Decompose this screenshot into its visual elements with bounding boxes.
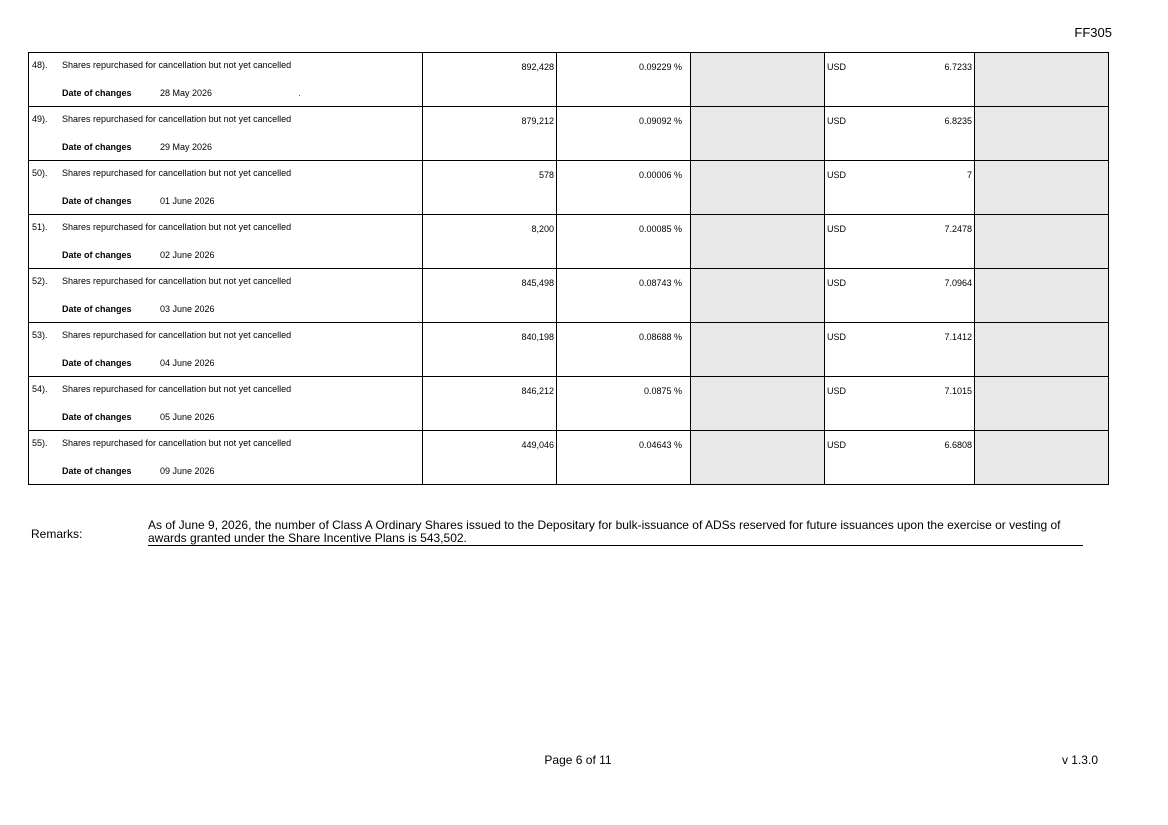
shares-cell xyxy=(423,161,557,215)
date-of-changes-label: Date of changes xyxy=(62,358,132,368)
price-cell xyxy=(825,431,975,485)
description-cell xyxy=(29,53,423,107)
shares-cell xyxy=(423,431,557,485)
price-cell xyxy=(825,53,975,107)
shares-cell xyxy=(423,53,557,107)
table-row xyxy=(29,215,1109,269)
date-of-changes-label: Date of changes xyxy=(62,142,132,152)
shares-value: 578 xyxy=(538,170,554,180)
remarks-text: As of June 9, 2026, the number of Class A Ordinary Shares issued to the Depositary for bulk-issuance of ADSs reserved for future issuances upon the exercise or vesting of awards granted under the Share Incentive Plans is 543,502. xyxy=(148,519,1083,546)
currency-value: USD xyxy=(827,170,847,180)
description-cell xyxy=(29,107,423,161)
percent-cell xyxy=(557,53,691,107)
shaded-cell xyxy=(975,215,1109,269)
percent-cell xyxy=(557,161,691,215)
percent-cell xyxy=(557,323,691,377)
date-of-changes-value: 03 June 2026 xyxy=(160,304,215,314)
table-row xyxy=(29,431,1109,485)
price-cell xyxy=(825,269,975,323)
page-number: Page 6 of 11 xyxy=(544,753,612,767)
row-number: 50). xyxy=(32,168,48,178)
row-description: Shares repurchased for cancellation but not yet cancelled xyxy=(62,384,292,394)
shaded-cell xyxy=(691,269,825,323)
shares-value: 449,046 xyxy=(521,440,554,450)
row-description: Shares repurchased for cancellation but not yet cancelled xyxy=(62,60,292,70)
row-description: Shares repurchased for cancellation but not yet cancelled xyxy=(62,438,292,448)
currency-value: USD xyxy=(827,62,847,72)
date-of-changes-label: Date of changes xyxy=(62,88,132,98)
shares-value: 845,498 xyxy=(521,278,554,288)
description-cell xyxy=(29,269,423,323)
version-label: v 1.3.0 xyxy=(1061,753,1098,767)
shaded-cell xyxy=(691,215,825,269)
row-description: Shares repurchased for cancellation but not yet cancelled xyxy=(62,222,292,232)
currency-value: USD xyxy=(827,278,847,288)
row-description: Shares repurchased for cancellation but not yet cancelled xyxy=(62,276,292,286)
percent-value: 0.09092 % xyxy=(638,116,682,126)
date-of-changes-label: Date of changes xyxy=(62,304,132,314)
price-value: 6.6808 xyxy=(944,440,972,450)
shares-value: 840,198 xyxy=(521,332,554,342)
description-cell xyxy=(29,323,423,377)
currency-value: USD xyxy=(827,224,847,234)
date-of-changes-value: 04 June 2026 xyxy=(160,358,215,368)
table-row xyxy=(29,53,1109,107)
date-of-changes-value: 02 June 2026 xyxy=(160,250,215,260)
date-of-changes-label: Date of changes xyxy=(62,412,132,422)
shares-value: 879,212 xyxy=(521,116,554,126)
description-cell xyxy=(29,431,423,485)
percent-value: 0.08688 % xyxy=(638,332,682,342)
price-value: 7.2478 xyxy=(944,224,972,234)
row-number: 48). xyxy=(32,60,48,70)
table-row xyxy=(29,161,1109,215)
date-of-changes-label: Date of changes xyxy=(62,250,132,260)
shaded-cell xyxy=(691,377,825,431)
price-value: 7.1015 xyxy=(944,386,972,396)
currency-value: USD xyxy=(827,440,847,450)
form-code: FF305 xyxy=(1074,25,1112,40)
shaded-cell xyxy=(975,377,1109,431)
price-cell xyxy=(825,161,975,215)
row-description: Shares repurchased for cancellation but not yet cancelled xyxy=(62,168,292,178)
shares-cell xyxy=(423,107,557,161)
currency-value: USD xyxy=(827,386,847,396)
percent-value: 0.0875 % xyxy=(643,386,682,396)
price-cell xyxy=(825,215,975,269)
shaded-cell xyxy=(975,269,1109,323)
shares-cell xyxy=(423,269,557,323)
date-of-changes-label: Date of changes xyxy=(62,196,132,206)
row-number: 53). xyxy=(32,330,48,340)
date-of-changes-value: 29 May 2026 xyxy=(160,142,213,152)
table-row xyxy=(29,269,1109,323)
percent-value: 0.00085 % xyxy=(638,224,682,234)
price-cell xyxy=(825,107,975,161)
row-number: 55). xyxy=(32,438,48,448)
percent-cell xyxy=(557,377,691,431)
description-cell xyxy=(29,161,423,215)
shares-cell xyxy=(423,377,557,431)
percent-value: 0.04643 % xyxy=(638,440,682,450)
currency-value: USD xyxy=(827,332,847,342)
price-cell xyxy=(825,377,975,431)
shaded-cell xyxy=(975,107,1109,161)
shaded-cell xyxy=(691,323,825,377)
price-value: 7.1412 xyxy=(944,332,972,342)
percent-value: 0.08743 % xyxy=(638,278,682,288)
shaded-cell xyxy=(975,431,1109,485)
percent-cell xyxy=(557,269,691,323)
date-of-changes-value: 28 May 2026 xyxy=(160,88,213,98)
shares-cell xyxy=(423,215,557,269)
price-value: 6.7233 xyxy=(944,62,972,72)
shaded-cell xyxy=(691,53,825,107)
row-number: 51). xyxy=(32,222,48,232)
percent-cell xyxy=(557,107,691,161)
table-row xyxy=(29,323,1109,377)
table-row xyxy=(29,107,1109,161)
table-row xyxy=(29,377,1109,431)
description-cell xyxy=(29,377,423,431)
shares-cell xyxy=(423,323,557,377)
remarks-label: Remarks: xyxy=(31,527,83,541)
percent-cell xyxy=(557,431,691,485)
shaded-cell xyxy=(691,161,825,215)
date-of-changes-value: 09 June 2026 xyxy=(160,466,215,476)
currency-value: USD xyxy=(827,116,847,126)
price-value: 7 xyxy=(966,170,972,180)
shares-value: 846,212 xyxy=(521,386,554,396)
dot-mark xyxy=(299,95,300,96)
percent-cell xyxy=(557,215,691,269)
shaded-cell xyxy=(691,431,825,485)
shaded-cell xyxy=(975,161,1109,215)
date-of-changes-value: 05 June 2026 xyxy=(160,412,215,422)
price-value: 7.0964 xyxy=(944,278,972,288)
row-number: 52). xyxy=(32,276,48,286)
percent-value: 0.09229 % xyxy=(638,62,682,72)
percent-value: 0.00006 % xyxy=(638,170,682,180)
row-description: Shares repurchased for cancellation but not yet cancelled xyxy=(62,330,292,340)
row-number: 54). xyxy=(32,384,48,394)
price-cell xyxy=(825,323,975,377)
row-number: 49). xyxy=(32,114,48,124)
date-of-changes-value: 01 June 2026 xyxy=(160,196,215,206)
row-description: Shares repurchased for cancellation but not yet cancelled xyxy=(62,114,292,124)
shares-value: 892,428 xyxy=(521,62,554,72)
shares-value: 8,200 xyxy=(531,224,554,234)
description-cell xyxy=(29,215,423,269)
share-changes-table xyxy=(28,52,1109,485)
date-of-changes-label: Date of changes xyxy=(62,466,132,476)
table-body xyxy=(29,53,1109,485)
shaded-cell xyxy=(975,323,1109,377)
price-value: 6.8235 xyxy=(944,116,972,126)
shaded-cell xyxy=(691,107,825,161)
shaded-cell xyxy=(975,53,1109,107)
